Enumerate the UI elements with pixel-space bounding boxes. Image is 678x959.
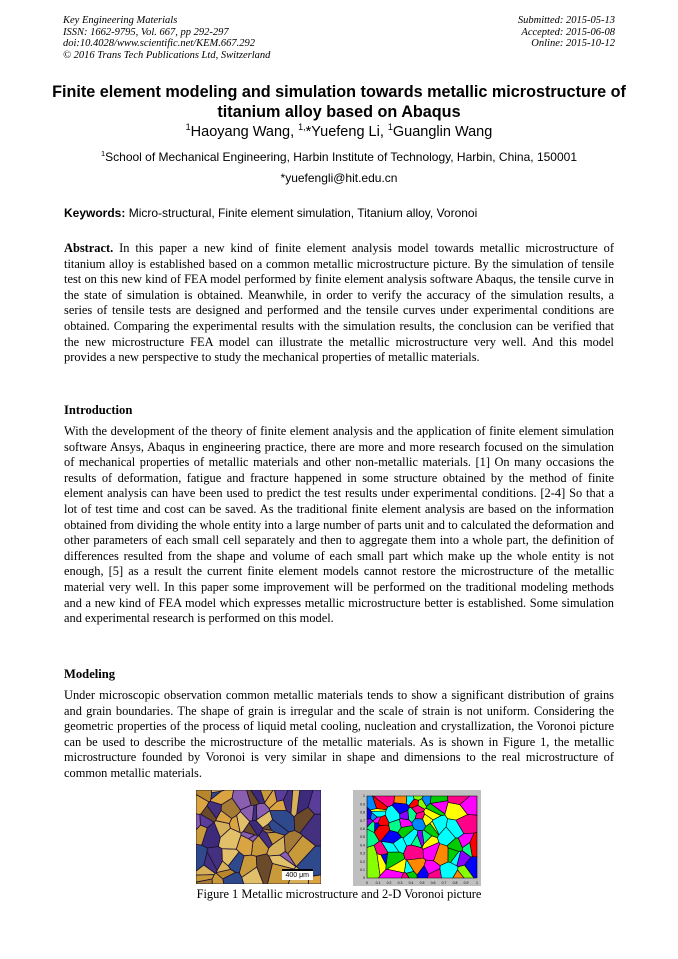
affiliation-text: School of Mechanical Engineering, Harbin Institute of Technology, Harbin, China, 150001 [105, 150, 577, 164]
author-3-affil: 1 [387, 122, 393, 133]
author-list [30, 124, 648, 140]
y-tick-label: 0.1 [360, 868, 365, 872]
keywords-text: Micro-structural, Finite element simulation, Titanium alloy, Voronoi [125, 206, 478, 220]
y-tick-label: 0 [363, 876, 365, 881]
y-tick-label: 0.7 [360, 818, 365, 823]
author-3: Guanglin Wang [392, 124, 493, 140]
x-tick-label: 0.4 [408, 881, 414, 885]
modeling-paragraph: Under microscopic observation common metallic materials tends to show a significant distribution of grains and grain boundaries. The shape of grain is irregular and the scale of strain is not uniform. Considering the geometric properties of the process of liquid metal cooling, nucleation and crystallization, the Voronoi picture can be used to describe the microstructure of the metallic materials. As is shown in Figure 1, the metallic microstructure founded by Voronoi is very similar in shape and dimensions to the real microstructure of common metallic materials. [64, 688, 614, 780]
scale-bar-label: 400 μm [282, 869, 314, 880]
x-tick-label: 0.9 [463, 881, 469, 885]
y-tick-label: 0.6 [360, 827, 365, 831]
journal-header-right [518, 15, 615, 50]
doi-line: doi:10.4028/www.scientific.net/KEM.667.292 [63, 38, 255, 50]
x-tick-label: 0.1 [375, 881, 381, 885]
y-tick-label: 1 [363, 794, 365, 799]
journal-name: Key Engineering Materials [63, 15, 178, 26]
x-tick-label: 0.7 [441, 881, 447, 885]
y-tick-label: 0.9 [360, 802, 365, 807]
abstract-label: Abstract. [64, 241, 114, 255]
x-tick-label: 0.3 [397, 881, 403, 885]
keywords-label: Keywords: [64, 206, 126, 220]
author-2: *Yuefeng Li, [305, 124, 388, 140]
author-2-affil: 1, [298, 122, 306, 133]
submitted-date: Submitted: 2015-05-13 [517, 15, 615, 26]
introduction-heading: Introduction [64, 403, 133, 417]
modeling-heading: Modeling [64, 667, 116, 681]
author-1: Haoyang Wang, [190, 124, 299, 140]
x-tick-label: 0.6 [430, 881, 436, 885]
x-tick-label: 0.8 [452, 881, 458, 885]
abstract-paragraph [64, 241, 614, 366]
x-tick-label: 0 [366, 881, 368, 885]
affiliation-sup: 1 [101, 149, 106, 158]
y-tick-label: 0.2 [360, 859, 365, 864]
accepted-date: Accepted: 2015-06-08 [521, 26, 615, 38]
voronoi-svg [353, 790, 481, 886]
voronoi-plot [353, 790, 481, 886]
paper-title: Finite element modeling and simulation towards metallic microstructure of titanium alloy based on Abaqus [52, 83, 626, 121]
corresponding-email: *yuefengli@hit.edu.cn [280, 171, 398, 185]
micrograph-image [196, 790, 321, 884]
figure-caption: Figure 1 Metallic microstructure and 2-D Voronoi picture [196, 887, 482, 901]
keywords [64, 206, 624, 220]
author-1-affil: 1 [185, 122, 191, 133]
introduction-paragraph: With the development of the theory of finite element analysis and the application of finite element simulation software Ansys, Abaqus in engineering practice, there are more and more research focused on the simulation of mechanical properties of metallic materials and other non-metallic materials. [1] On many occasions the results of deformation, fatigue and fracture happened in some structure obtained by the method of finite element analysis can have been used to predict the test results under experimental conditions. [2-4] So that a lot of test time and cost can be saved. As the traditional finite element analysis are based on the information obtained from dividing the whole entity into a large number of parts unit and to calculated the deformation and other parameters of each small cell separately and then to aggregate them into a whole part, the definition of differences resulted from the shape and volume of each small part which make up the whole entity is not enough, [5] as a result the current finite element models cannot restore the microstructure of the metallic material very well. In this paper some improvement will be performed on the traditional modeling methods and a new kind of FEA model which expresses metallic microstructure better is established. Some simulation and experimental research is performed on this model. [64, 424, 614, 626]
copyright-line: © 2016 Trans Tech Publications Ltd, Switzerland [63, 49, 271, 61]
y-tick-label: 0.3 [360, 851, 365, 856]
x-tick-label: 0.5 [419, 881, 425, 885]
y-tick-label: 0.4 [360, 843, 365, 848]
abstract-text: In this paper a new kind of finite element analysis model towards metallic microstructure of titanium alloy is established based on a common metallic microstructure picture. By the simulation of tensile test on this new kind of FEA model performed by finite element analysis software Abaqus, the tensile curve in the state of simulation is obtained. Meanwhile, in order to verify the accuracy of the simulation results, a series of tensile tests are designed and performed and the tensile curves under experimental conditions are obtained. Comparing the experimental results with the simulation results, the conclusion can be verified that the new microstructure FEA model can illustrate the metallic microstructure very well. And this model provides a new perspective to study the mechanical properties of metallic materials. [64, 241, 614, 365]
x-tick-label: 1 [476, 881, 478, 885]
voronoi-cell [404, 845, 424, 860]
affiliation [30, 150, 648, 164]
issn-line: ISSN: 1662-9795, Vol. 667, pp 292-297 [63, 26, 229, 38]
journal-header-left [63, 15, 270, 61]
y-tick-label: 0.8 [360, 810, 365, 815]
online-date: Online: 2015-10-12 [531, 38, 615, 50]
y-tick-label: 0.5 [360, 835, 365, 840]
x-tick-label: 0.2 [386, 881, 392, 885]
